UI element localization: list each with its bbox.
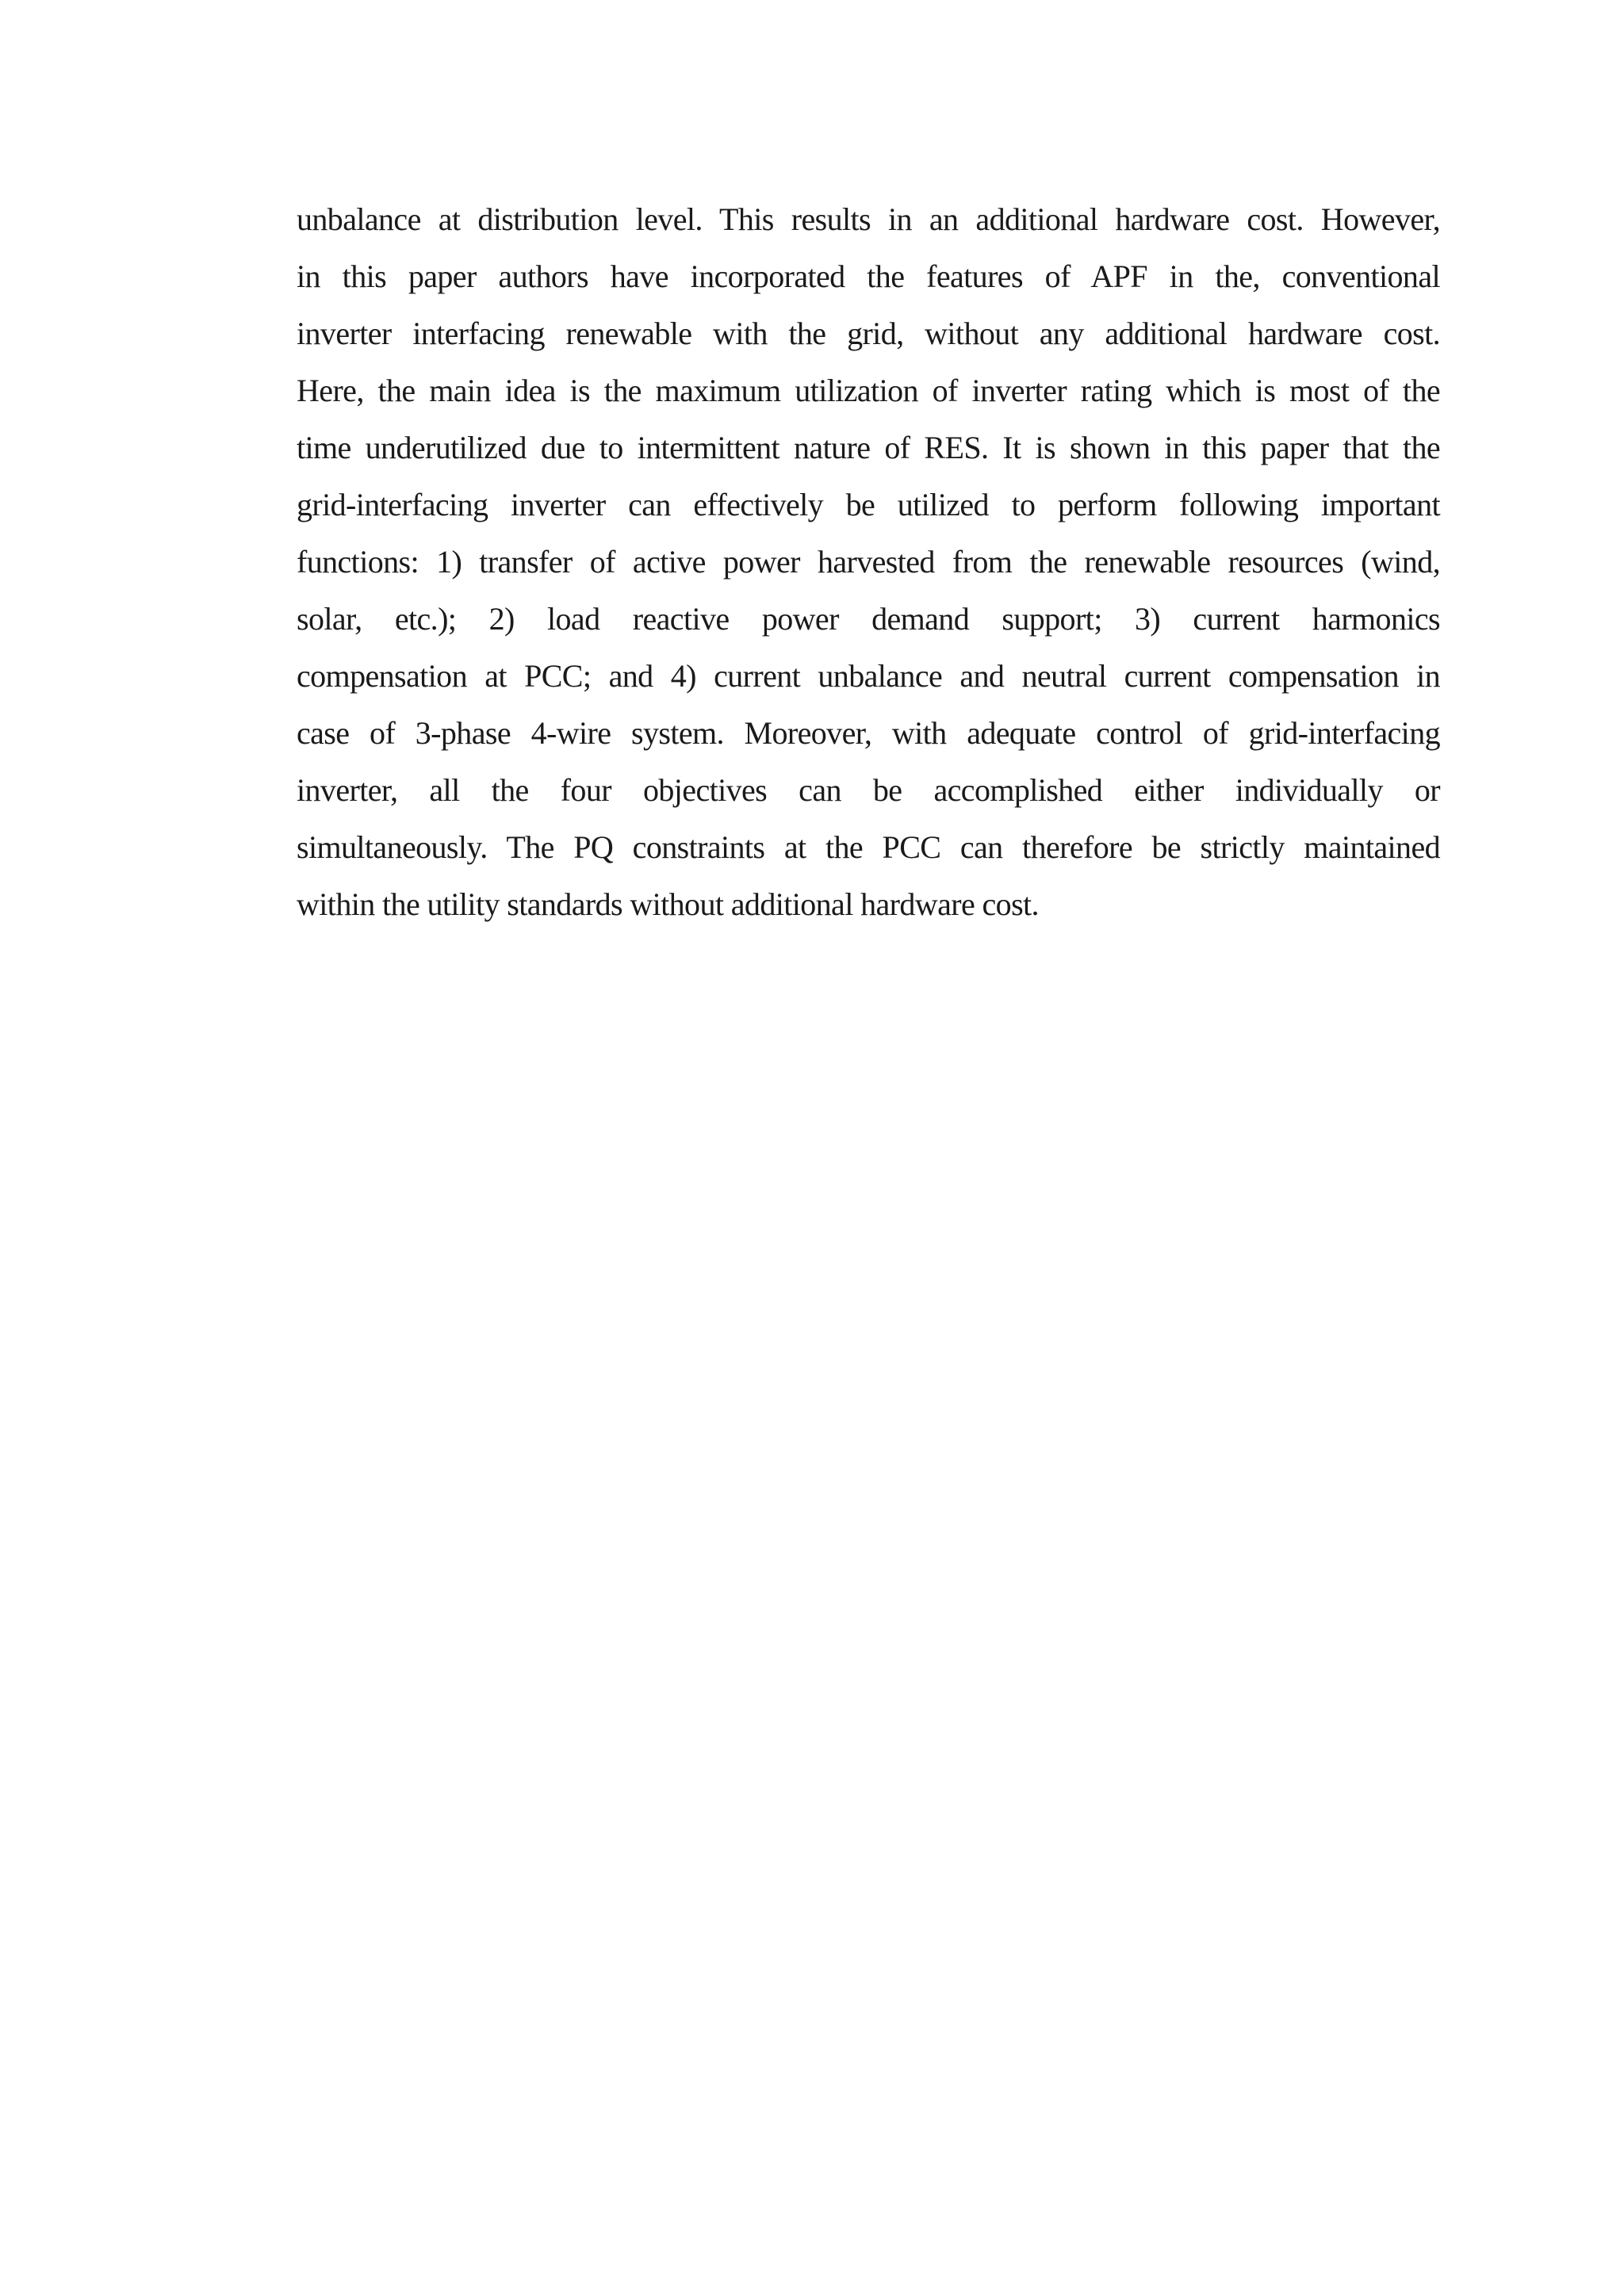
body-paragraph (297, 191, 1440, 933)
paragraph-line-last: within the utility standards without additional hardware cost. (297, 886, 1039, 922)
paragraph-line: inverter, all the four objectives can be accomplished either individually or (297, 772, 1440, 808)
paragraph-line: unbalance at distribution level. This results in an additional hardware cost. However, (297, 201, 1440, 237)
paragraph-line: simultaneously. The PQ constraints at the PCC can therefore be strictly maintained (297, 829, 1440, 865)
paragraph-line: Here, the main idea is the maximum utilization of inverter rating which is most of the (297, 373, 1440, 408)
paragraph-line: compensation at PCC; and 4) current unbalance and neutral current compensation in (297, 658, 1440, 694)
paragraph-line: case of 3-phase 4-wire system. Moreover, with adequate control of grid-interfacing (297, 715, 1440, 751)
paragraph-line: grid-interfacing inverter can effectively be utilized to perform following important (297, 487, 1440, 522)
paragraph-line: in this paper authors have incorporated the features of APF in the, conventional (297, 258, 1440, 294)
paragraph-line: time underutilized due to intermittent nature of RES. It is shown in this paper that the (297, 430, 1440, 465)
paragraph-line: solar, etc.); 2) load reactive power demand support; 3) current harmonics (297, 601, 1440, 637)
paragraph-line: inverter interfacing renewable with the grid, without any additional hardware cost. (297, 316, 1440, 351)
paragraph-line: functions: 1) transfer of active power harvested from the renewable resources (wind, (297, 544, 1440, 580)
